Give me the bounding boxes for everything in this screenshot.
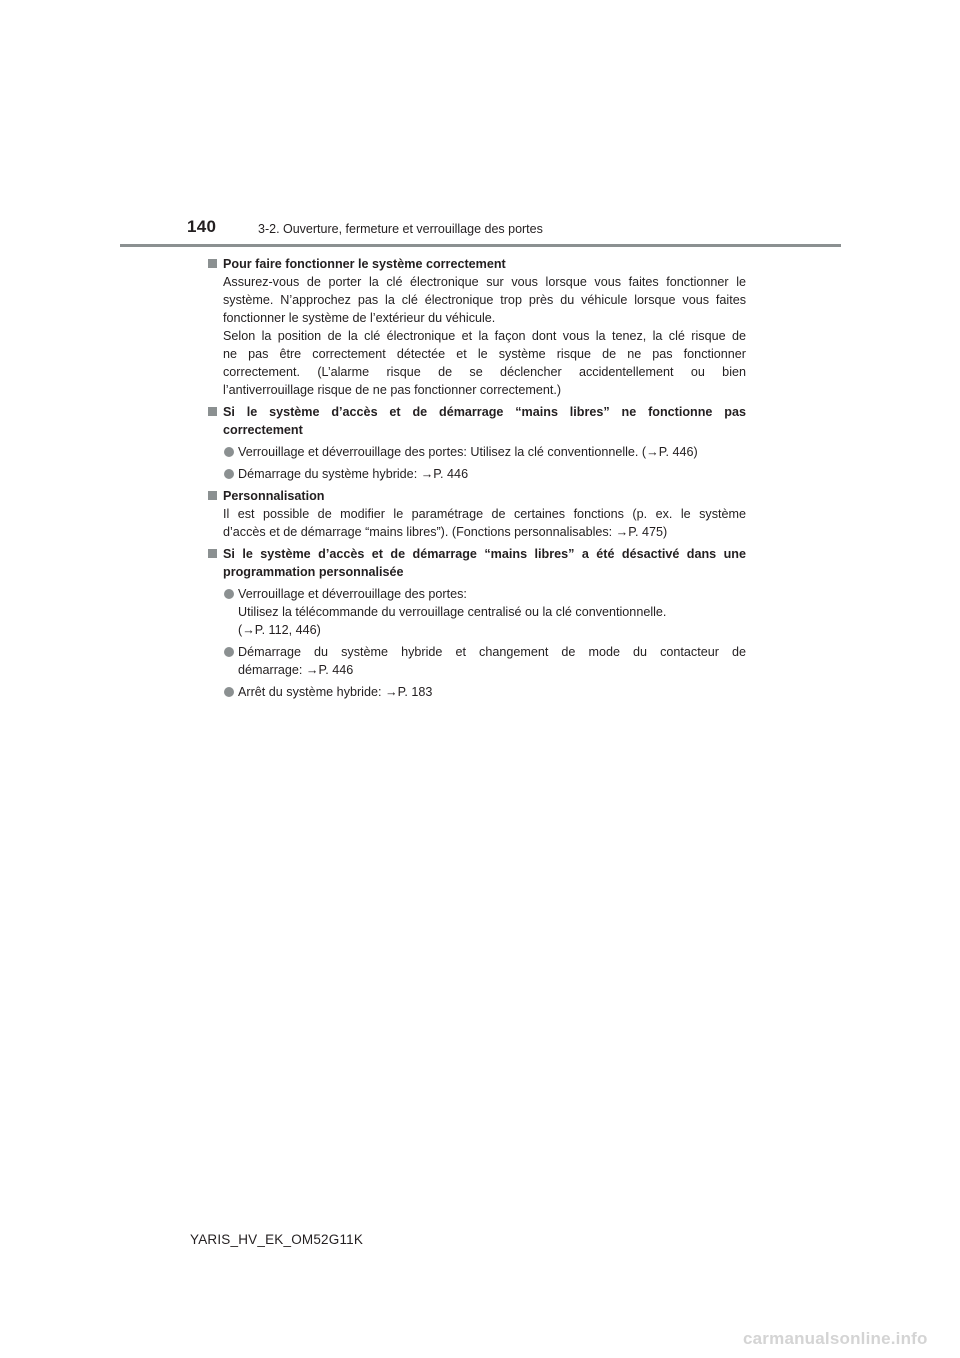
heading-line: Si le système d’accès et de démarrage “mains libres” ne fonctionne pas [223, 405, 746, 419]
round-bullet-icon [224, 589, 234, 599]
text-line: d’accès et de démarrage “mains libres”). (Fonctions personnalisables: →P. 475) [223, 525, 668, 539]
bullet-line: Démarrage du système hybride et changement de mode du contacteur de [238, 645, 746, 659]
content [208, 255, 746, 705]
square-bullet-icon [208, 259, 217, 268]
section-title: 3-2. Ouverture, fermeture et verrouillage des portes [258, 222, 543, 236]
round-bullet-icon [224, 647, 234, 657]
bullet-item [208, 585, 746, 639]
section-deactivated [208, 545, 746, 701]
bullet-item [208, 683, 746, 701]
square-bullet-icon [208, 549, 217, 558]
footer-document-code: YARIS_HV_EK_OM52G11K [190, 1232, 364, 1247]
section-paragraph [208, 273, 746, 399]
text-line: ne pas être correctement détectée et le système risque de ne pas fonctionner [223, 347, 746, 361]
text-line: fonctionner le système de l’extérieur du véhicule. [223, 311, 496, 325]
text-line: système. N’approchez pas la clé électronique trop près du véhicule lorsque vous faites [223, 293, 746, 307]
round-bullet-icon [224, 447, 234, 457]
watermark: carmanualsonline.info [743, 1329, 928, 1348]
heading-line: programmation personnalisée [223, 565, 404, 579]
section-heading [208, 255, 746, 273]
bullet-item [208, 443, 746, 461]
section-not-working [208, 403, 746, 483]
text-line: Assurez-vous de porter la clé électronique sur vous lorsque vous faites fonctionner le [223, 275, 746, 289]
section-personalisation [208, 487, 746, 541]
header-rule [120, 244, 841, 247]
heading-line: Si le système d’accès et de démarrage “mains libres” a été désactivé dans une [223, 547, 746, 561]
heading-line: Personnalisation [223, 489, 325, 503]
section-heading [208, 487, 746, 505]
section-correct-operation [208, 255, 746, 399]
text-line: correctement. (L’alarme risque de se déclencher accidentellement ou bien [223, 365, 746, 379]
text-line: l’antiverrouillage risque de ne pas fonctionner correctement.) [223, 383, 562, 397]
bullet-line: Utilisez la télécommande du verrouillage centralisé ou la clé conventionnelle. [238, 605, 667, 619]
bullet-line: Verrouillage et déverrouillage des portes: [238, 587, 467, 601]
bullet-line: Arrêt du système hybride: →P. 183 [238, 685, 433, 699]
heading-line: correctement [223, 423, 303, 437]
bullet-line: Verrouillage et déverrouillage des portes: Utilisez la clé conventionnelle. (→P. 446) [238, 445, 698, 459]
bullet-item [208, 643, 746, 679]
round-bullet-icon [224, 687, 234, 697]
text-line: Selon la position de la clé électronique et la façon dont vous la tenez, la clé risque de [223, 329, 746, 343]
square-bullet-icon [208, 407, 217, 416]
bullet-line: (→P. 112, 446) [238, 623, 321, 637]
bullet-line: Démarrage du système hybride: →P. 446 [238, 467, 469, 481]
section-paragraph [208, 505, 746, 541]
page-number: 140 [187, 217, 217, 236]
text-line: Il est possible de modifier le paramétrage de certaines fonctions (p. ex. le système [223, 507, 746, 521]
bullet-line: démarrage: →P. 446 [238, 663, 354, 677]
square-bullet-icon [208, 491, 217, 500]
section-heading [208, 545, 746, 581]
section-heading [208, 403, 746, 439]
round-bullet-icon [224, 469, 234, 479]
heading-line: Pour faire fonctionner le système correctement [223, 257, 506, 271]
bullet-item [208, 465, 746, 483]
